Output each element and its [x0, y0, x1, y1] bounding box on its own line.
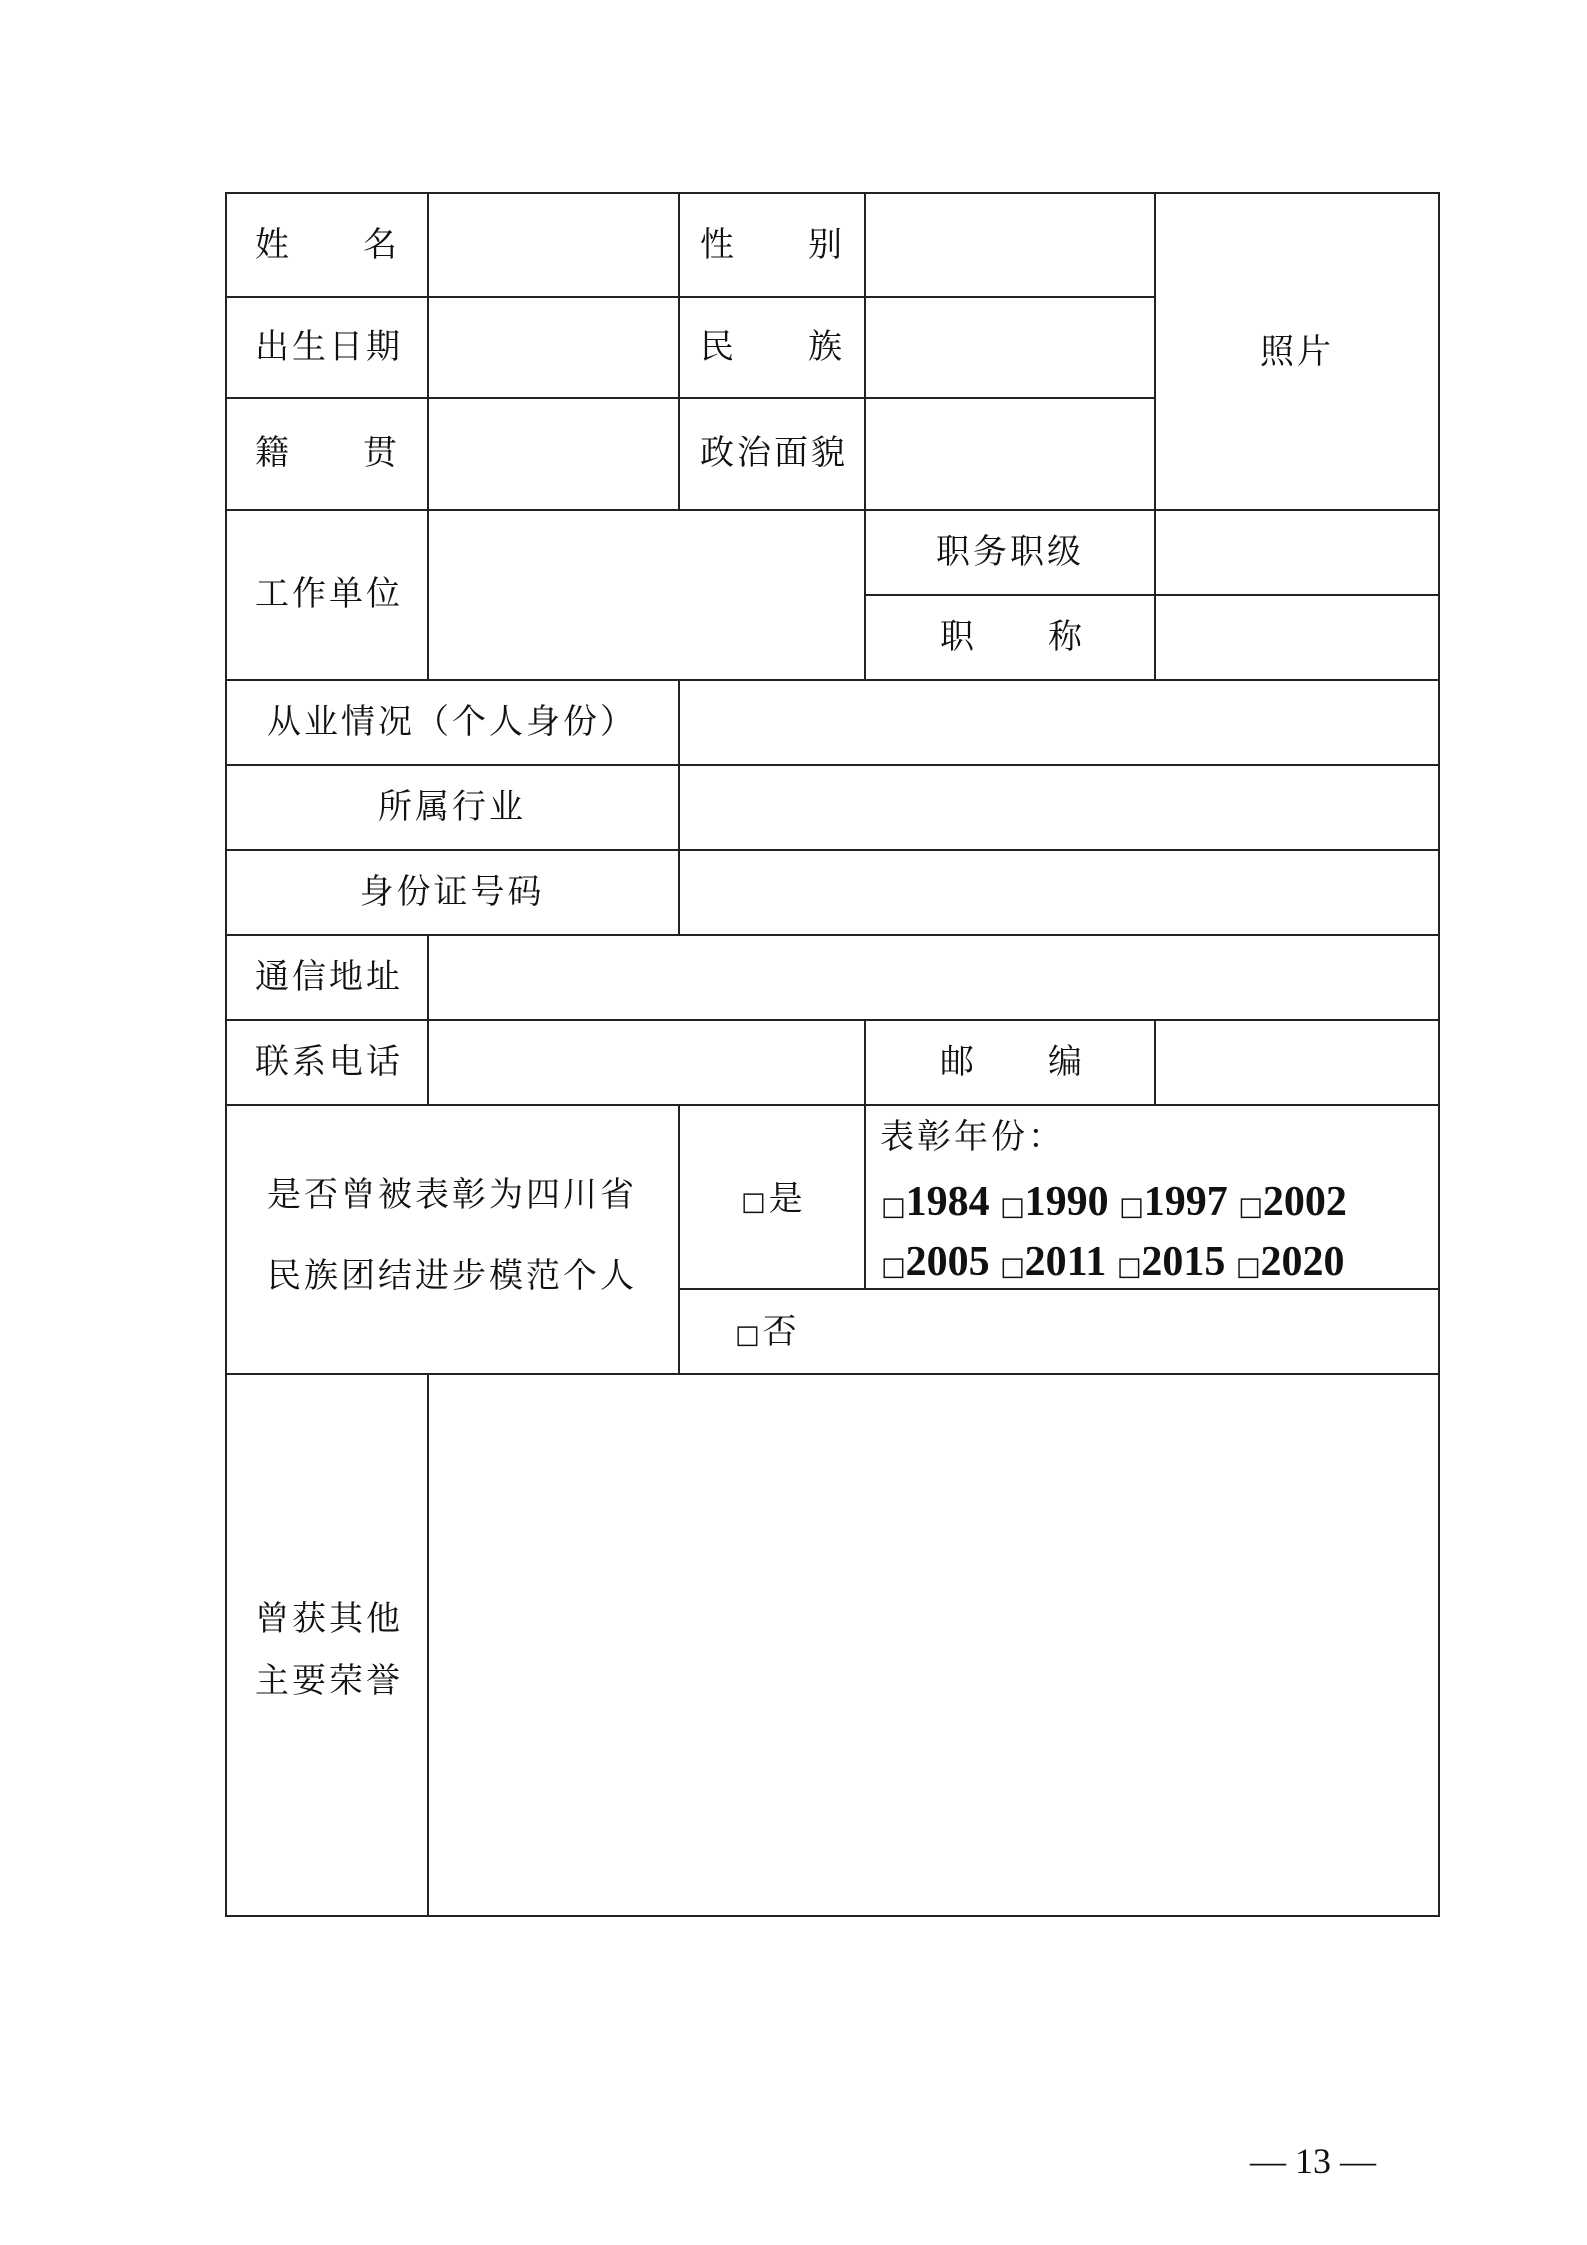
checkbox-icon[interactable]: □ — [1000, 1252, 1025, 1282]
postcode-label-char-1: 邮 — [940, 1042, 977, 1082]
title-label-char-1: 职 — [940, 617, 977, 657]
year-value: 1984 — [905, 1179, 990, 1225]
work-unit-label: 工作单位 — [255, 574, 403, 614]
ethnicity-label — [700, 327, 845, 367]
ethnicity-label-char-2: 族 — [808, 327, 845, 367]
year-option[interactable] — [881, 1179, 990, 1225]
commended-question-line1: 是否曾被表彰为四川省 — [267, 1175, 637, 1215]
year-value: 2011 — [1024, 1239, 1107, 1285]
title-label — [940, 617, 1085, 657]
year-options-row-1 — [881, 1181, 1347, 1223]
no-option[interactable] — [735, 1312, 800, 1352]
year-value: 1997 — [1143, 1179, 1228, 1225]
checkbox-icon[interactable]: □ — [881, 1192, 906, 1222]
year-option[interactable] — [1000, 1179, 1109, 1225]
address-label: 通信地址 — [255, 957, 403, 997]
native-place-label-char-1: 籍 — [255, 433, 292, 473]
honors-label-line2: 主要荣誉 — [255, 1661, 403, 1701]
year-value: 2005 — [905, 1239, 990, 1285]
commended-question-line2: 民族团结进步模范个人 — [267, 1256, 637, 1296]
title-label-char-2: 称 — [1048, 617, 1085, 657]
year-option[interactable] — [1117, 1239, 1226, 1285]
year-value: 1990 — [1024, 1179, 1109, 1225]
position-label: 职务职级 — [936, 532, 1084, 572]
industry-label: 所属行业 — [378, 787, 526, 827]
checkbox-icon[interactable]: □ — [881, 1252, 906, 1282]
gender-label-char-1: 性 — [700, 225, 737, 265]
honors-label-line1: 曾获其他 — [255, 1599, 403, 1639]
commendation-year-label: 表彰年份： — [880, 1117, 1065, 1157]
photo-label: 照片 — [1260, 332, 1334, 372]
phone-label: 联系电话 — [255, 1042, 403, 1082]
registration-form — [225, 192, 1440, 1917]
checkbox-icon[interactable]: □ — [1235, 1252, 1261, 1282]
year-value: 2020 — [1260, 1239, 1345, 1285]
no-option-label: 否 — [762, 1312, 800, 1352]
id-number-label: 身份证号码 — [359, 872, 545, 912]
checkbox-icon[interactable]: □ — [741, 1187, 769, 1217]
year-option[interactable] — [1119, 1179, 1228, 1225]
birth-date-label: 出生日期 — [255, 327, 403, 367]
year-option[interactable] — [1238, 1179, 1347, 1225]
yes-option[interactable] — [741, 1179, 806, 1219]
yes-option-label: 是 — [768, 1179, 806, 1219]
gender-label — [700, 225, 845, 265]
native-place-label — [255, 433, 400, 473]
year-value: 2015 — [1141, 1239, 1226, 1285]
native-place-label-char-2: 贯 — [363, 433, 400, 473]
political-status-label: 政治面貌 — [700, 433, 848, 473]
postcode-label — [940, 1042, 1085, 1082]
year-options-row-2 — [881, 1241, 1345, 1283]
name-label — [255, 225, 400, 265]
year-value: 2002 — [1262, 1179, 1347, 1225]
checkbox-icon[interactable]: □ — [735, 1320, 763, 1350]
checkbox-icon[interactable]: □ — [1119, 1192, 1144, 1222]
ethnicity-label-char-1: 民 — [700, 327, 737, 367]
employment-label: 从业情况（个人身份） — [267, 702, 637, 742]
gender-label-char-2: 别 — [808, 225, 845, 265]
checkbox-icon[interactable]: □ — [1000, 1192, 1025, 1222]
name-label-char-1: 姓 — [255, 225, 292, 265]
year-option[interactable] — [881, 1239, 990, 1285]
page-number: — 13 — — [1250, 2141, 1376, 2181]
name-label-char-2: 名 — [363, 225, 400, 265]
checkbox-icon[interactable]: □ — [1116, 1252, 1142, 1282]
year-option[interactable] — [1000, 1239, 1106, 1285]
year-option[interactable] — [1236, 1239, 1345, 1285]
postcode-label-char-2: 编 — [1048, 1042, 1085, 1082]
checkbox-icon[interactable]: □ — [1238, 1192, 1263, 1222]
